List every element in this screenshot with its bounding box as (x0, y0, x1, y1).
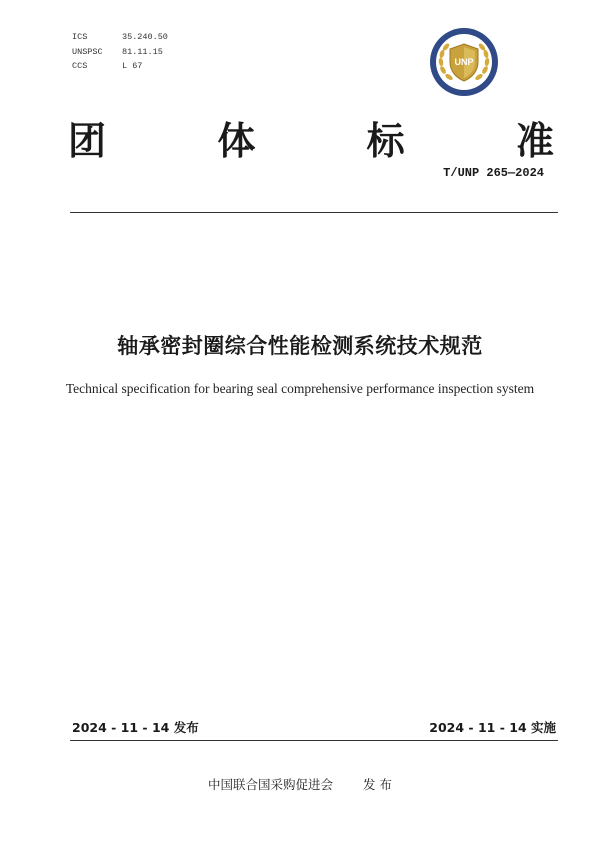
classification-value: 35.240.50 (122, 32, 168, 42)
classification-key: CCS (72, 61, 88, 71)
classification-value: L 67 (122, 61, 143, 71)
implement-date: 2024 - 11 - 14 实施 (429, 720, 556, 735)
standard-code: T/UNP 265—2024 (443, 166, 544, 180)
classification-key: UNSPSC (72, 46, 103, 57)
logo-text: UNP (454, 57, 474, 67)
publisher-name: 中国联合国采购促进会 (208, 777, 334, 792)
publisher-action: 发 布 (363, 777, 392, 792)
unp-logo (428, 26, 500, 98)
classification-row-unspsc (72, 45, 168, 60)
bottom-divider (70, 740, 558, 741)
classification-row-ics (72, 30, 168, 45)
publish-date: 2024 - 11 - 14 发布 (72, 720, 199, 735)
title-char: 体 (217, 119, 256, 163)
top-divider (70, 212, 558, 213)
document-title-cn: 轴承密封圈综合性能检测系统技术规范 (117, 334, 483, 358)
title-char: 团 (68, 119, 107, 163)
title-char: 标 (366, 119, 405, 163)
standard-type-title (68, 110, 554, 165)
classification-key: ICS (72, 32, 88, 42)
classification-value: 81.11.15 (122, 46, 163, 57)
classification-row-ccs (72, 59, 168, 74)
document-title-en: Technical specification for bearing seal comprehensive performance inspection system (65, 381, 535, 396)
title-char: 准 (515, 119, 554, 163)
classification-table (72, 30, 168, 74)
publisher-line (0, 775, 600, 793)
